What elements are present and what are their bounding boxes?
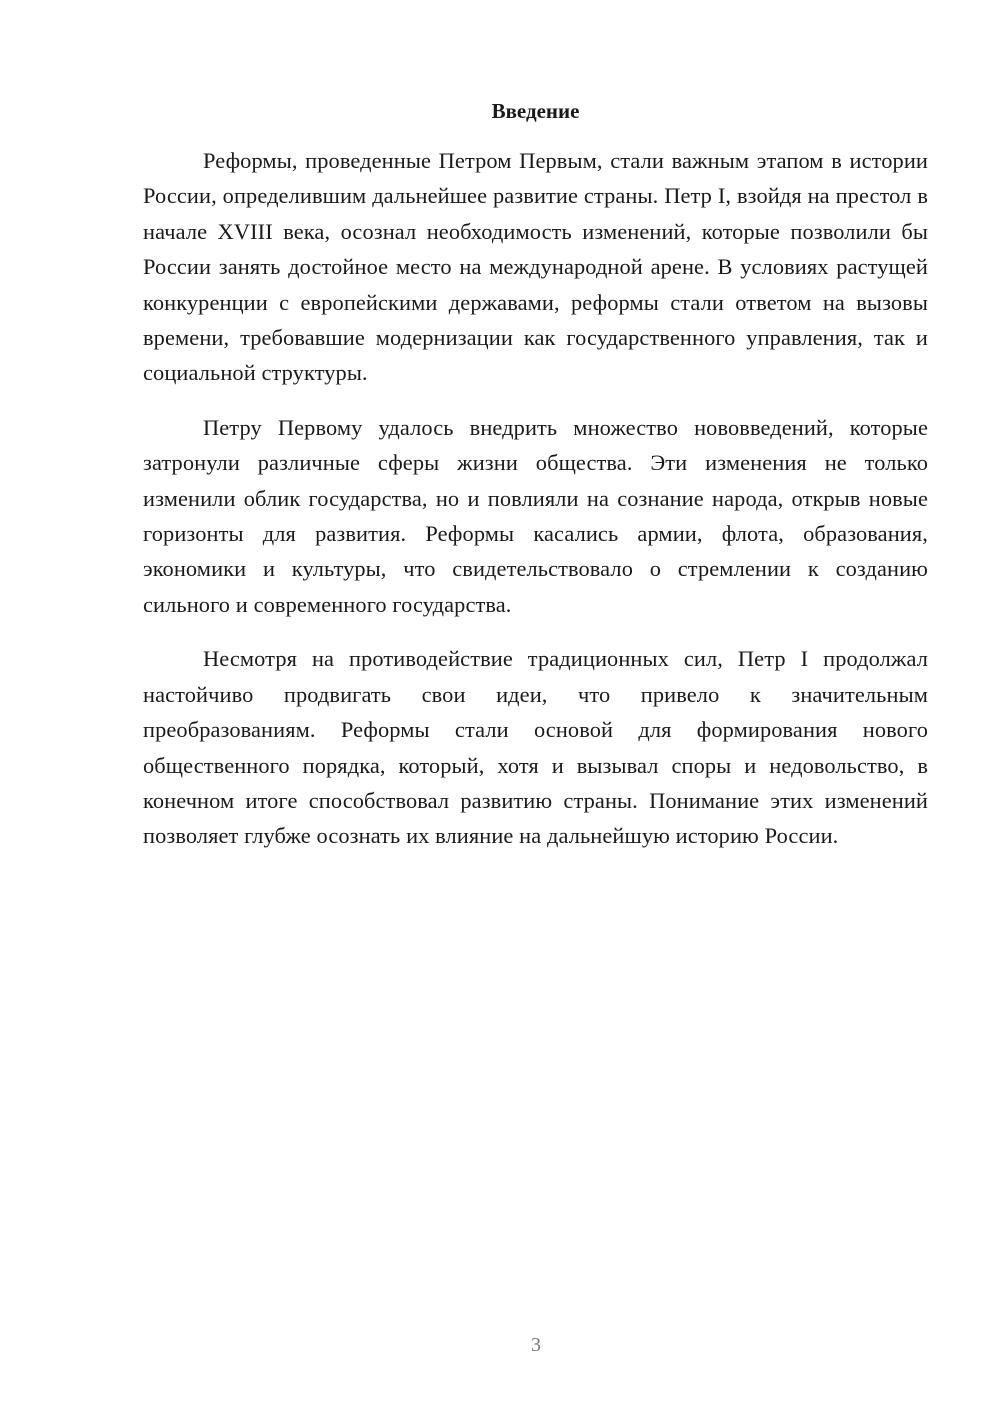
- body-text: [143, 143, 928, 873]
- paragraph-3: Несмотря на противодействие традиционных сил, Петр I продолжал настойчиво продвигать свои идеи, что привело к значительным преобразованиям. Реформы стали основой для формирования нового общественного порядка, который, хотя и вызывал споры и недовольство, в конечном итоге способствовал развитию страны. Понимание этих изменений позволяет глубже осознать их влияние на дальнейшую историю России.: [143, 646, 928, 849]
- section-heading: Введение: [491, 99, 580, 123]
- paragraph-1: Реформы, проведенные Петром Первым, стали важным этапом в истории России, определившим дальнейшее развитие страны. Петр I, взойдя на престол в начале XVIII века, осознал необходимость изменений, которые позволили бы России занять достойное место на международной арене. В условиях растущей конкуренции с европейскими державами, реформы стали ответом на вызовы времени, требовавшие модернизации как государственного управления, так и социальной структуры.: [143, 148, 928, 386]
- page-number: 3: [531, 1334, 541, 1356]
- paragraph-2: Петру Первому удалось внедрить множество нововведений, которые затронули различные сферы жизни общества. Эти изменения не только изменили облик государства, но и повлияли на сознание народа, открыв новые горизонты для развития. Реформы касались армии, флота, образования, экономики и культуры, что свидетельствовало о стремлении к созданию сильного и современного государства.: [143, 414, 928, 617]
